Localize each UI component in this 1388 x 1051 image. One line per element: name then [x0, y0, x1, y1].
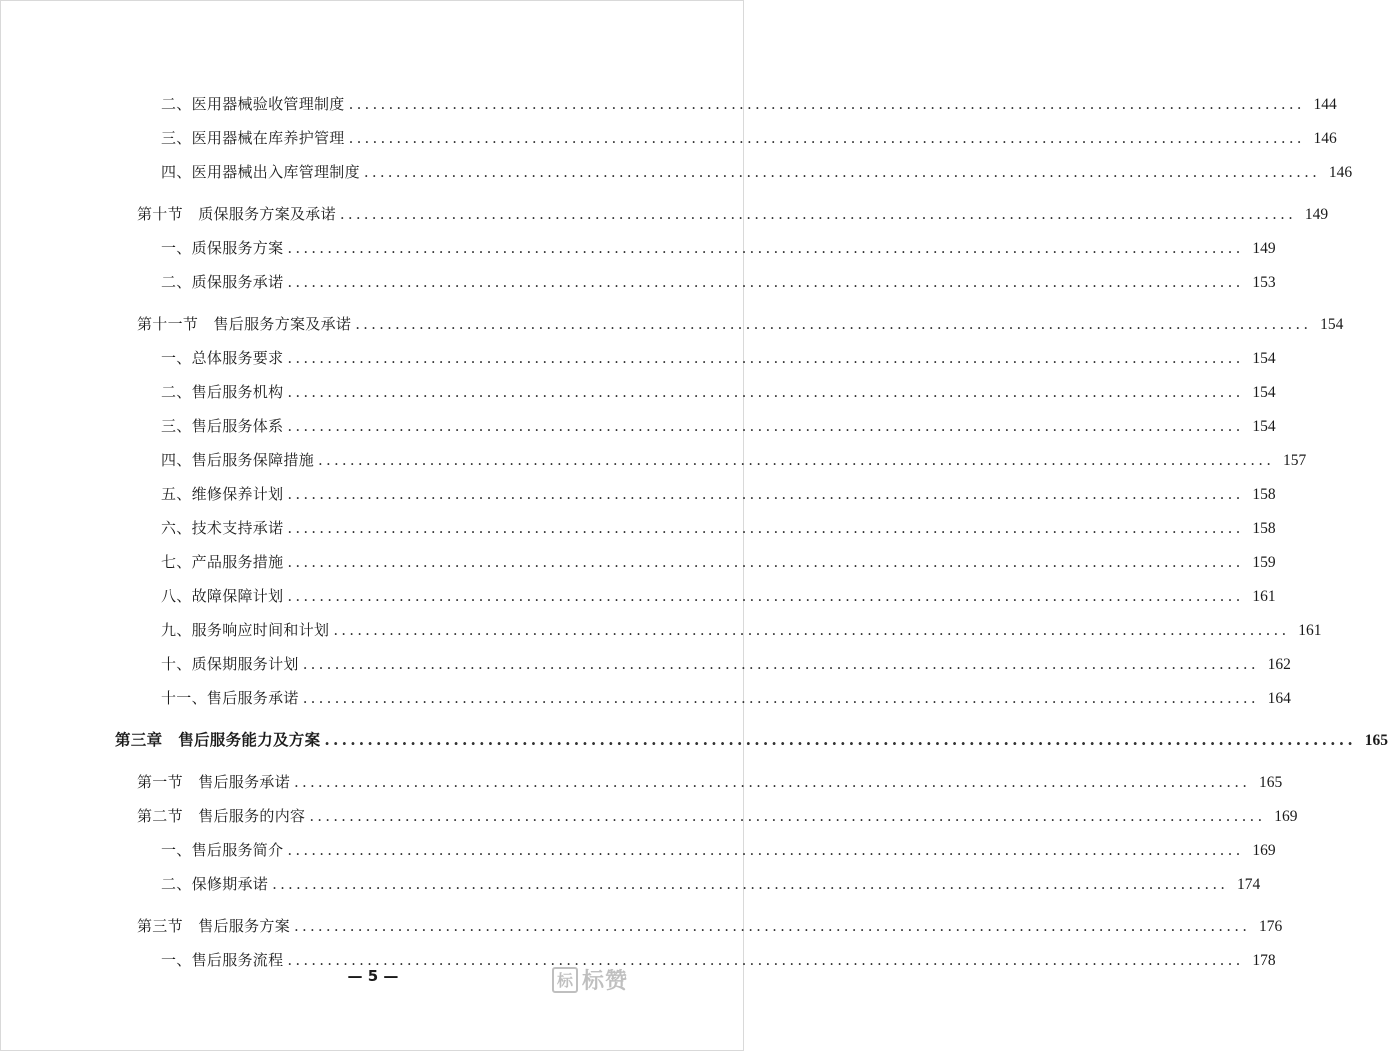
dot-leader: ........................................................................................................................	[287, 417, 1244, 435]
toc-entry-title: 三、医用器械在库养护管理	[161, 129, 345, 147]
toc-entry-title: 一、总体服务要求	[161, 349, 284, 367]
toc-entry[interactable]	[1, 477, 1276, 511]
dot-leader: ........................................................................................................................	[309, 807, 1266, 825]
toc-entry-title: 六、技术支持承诺	[161, 519, 284, 537]
toc-entry-title: 二、保修期承诺	[161, 875, 269, 893]
toc-entry[interactable]	[1, 443, 1307, 477]
toc-entry[interactable]	[1, 799, 1298, 833]
toc-entry-title: 十一、售后服务承诺	[161, 689, 299, 707]
dot-leader: ........................................................................................................................	[287, 519, 1244, 537]
toc-entry-page: 153	[1252, 274, 1276, 291]
dot-leader: ........................................................................................................................	[294, 773, 1251, 791]
toc-entry[interactable]	[1, 909, 1283, 943]
dot-leader: ........................................................................................................................	[302, 689, 1259, 707]
toc-entry[interactable]	[1, 307, 1344, 341]
toc-entry-title: 一、售后服务流程	[161, 951, 284, 969]
toc-entry[interactable]	[1, 511, 1276, 545]
toc-entry-title: 第十一节 售后服务方案及承诺	[137, 315, 352, 333]
toc-entry-page: 161	[1298, 622, 1322, 639]
toc-entry-page: 154	[1320, 316, 1344, 333]
toc-entry-title: 第十节 质保服务方案及承诺	[137, 205, 336, 223]
dot-leader: ........................................................................................................................	[324, 730, 1356, 749]
toc-entry-title: 十、质保期服务计划	[161, 655, 299, 673]
dot-leader: ........................................................................................................................	[287, 587, 1244, 605]
dot-leader: ........................................................................................................................	[348, 95, 1305, 113]
toc-entry-page: 165	[1364, 732, 1388, 749]
toc-entry-title: 一、售后服务简介	[161, 841, 284, 859]
toc-entry-title: 二、医用器械验收管理制度	[161, 95, 345, 113]
toc-entry-page: 161	[1252, 588, 1276, 605]
dot-leader: ........................................................................................................................	[287, 383, 1244, 401]
dot-leader: ........................................................................................................................	[287, 239, 1244, 257]
toc-entry-page: 149	[1252, 240, 1276, 257]
toc-entry-page: 174	[1237, 876, 1261, 893]
toc-entry-page: 154	[1252, 350, 1276, 367]
dot-leader: ........................................................................................................................	[339, 205, 1297, 223]
toc-entry-title: 二、售后服务机构	[161, 383, 284, 401]
dot-leader: ........................................................................................................................	[272, 875, 1229, 893]
toc-entry-page: 158	[1252, 520, 1276, 537]
toc-entry-page: 169	[1252, 842, 1276, 859]
toc-entry-page: 178	[1252, 952, 1276, 969]
toc-entry[interactable]	[1, 409, 1276, 443]
toc-entry-title: 二、质保服务承诺	[161, 273, 284, 291]
toc-entry-page: 144	[1313, 96, 1337, 113]
dot-leader: ........................................................................................................................	[355, 315, 1312, 333]
toc-entry-page: 162	[1267, 656, 1291, 673]
toc-entry-title: 三、售后服务体系	[161, 417, 284, 435]
toc-entry-page: 169	[1274, 808, 1298, 825]
toc-entry[interactable]	[1, 265, 1276, 299]
toc-entry-page: 146	[1328, 164, 1353, 181]
toc-entry[interactable]	[1, 867, 1261, 901]
toc-entry[interactable]	[1, 87, 1337, 121]
toc-entry[interactable]	[1, 545, 1276, 579]
dot-leader: ........................................................................................................................	[333, 621, 1290, 639]
toc-entry-title: 一、质保服务方案	[161, 239, 284, 257]
toc-entry-page: 146	[1313, 130, 1337, 147]
toc-entry[interactable]	[1, 647, 1291, 681]
dot-leader: ........................................................................................................................	[287, 273, 1244, 291]
toc-entry[interactable]	[1, 341, 1276, 375]
toc-entry-page: 159	[1252, 554, 1276, 571]
toc-entry-title: 四、医用器械出入库管理制度	[161, 163, 360, 181]
toc-entry[interactable]	[1, 375, 1276, 409]
dot-leader: ........................................................................................................................	[287, 951, 1244, 969]
toc-entry[interactable]	[1, 833, 1276, 867]
toc-entry[interactable]	[1, 723, 1388, 757]
toc-entry-title: 八、故障保障计划	[161, 587, 284, 605]
toc-entry[interactable]	[1, 197, 1329, 231]
toc-entry-page: 149	[1304, 206, 1329, 223]
toc-entry-page: 176	[1258, 918, 1283, 935]
toc-entry-title: 五、维修保养计划	[161, 485, 284, 503]
dot-leader: ........................................................................................................................	[348, 129, 1305, 147]
toc-entry[interactable]	[1, 231, 1276, 265]
dot-leader: ........................................................................................................................	[294, 917, 1251, 935]
toc-entry-page: 165	[1258, 774, 1283, 791]
watermark-brand: 标赞	[582, 969, 629, 994]
toc-entry-title: 九、服务响应时间和计划	[161, 621, 330, 639]
toc-entry[interactable]	[1, 121, 1337, 155]
toc-entry-title: 第二节 售后服务的内容	[137, 807, 306, 825]
toc-entry-title: 第三节 售后服务方案	[137, 917, 291, 935]
dot-leader: ........................................................................................................................	[287, 841, 1244, 859]
toc-entry-page: 154	[1252, 384, 1276, 401]
watermark-logo-icon: 标	[552, 967, 578, 993]
dot-leader: ........................................................................................................................	[302, 655, 1259, 673]
dot-leader: ........................................................................................................................	[318, 451, 1275, 469]
toc-entry-title: 七、产品服务措施	[161, 553, 284, 571]
toc-entry[interactable]	[1, 681, 1291, 715]
dot-leader: ........................................................................................................................	[287, 349, 1244, 367]
toc-entry-title: 第三章 售后服务能力及方案	[115, 730, 321, 749]
toc-entry-page: 164	[1267, 690, 1291, 707]
watermark	[552, 964, 628, 995]
toc-entry[interactable]	[1, 579, 1276, 613]
toc-entry-title: 四、售后服务保障措施	[161, 451, 315, 469]
dot-leader: ........................................................................................................................	[287, 485, 1244, 503]
dot-leader: ........................................................................................................................	[363, 163, 1321, 181]
toc-entry[interactable]	[1, 155, 1353, 189]
toc-entry[interactable]	[1, 765, 1283, 799]
toc-entry-page: 154	[1252, 418, 1276, 435]
toc-entry[interactable]	[1, 613, 1322, 647]
page-number: — 5 —	[347, 967, 399, 985]
toc-entry-page: 157	[1282, 452, 1307, 469]
table-of-contents	[1, 87, 1388, 977]
toc-entry-title: 第一节 售后服务承诺	[137, 773, 291, 791]
dot-leader: ........................................................................................................................	[287, 553, 1244, 571]
toc-entry-page: 158	[1252, 486, 1276, 503]
